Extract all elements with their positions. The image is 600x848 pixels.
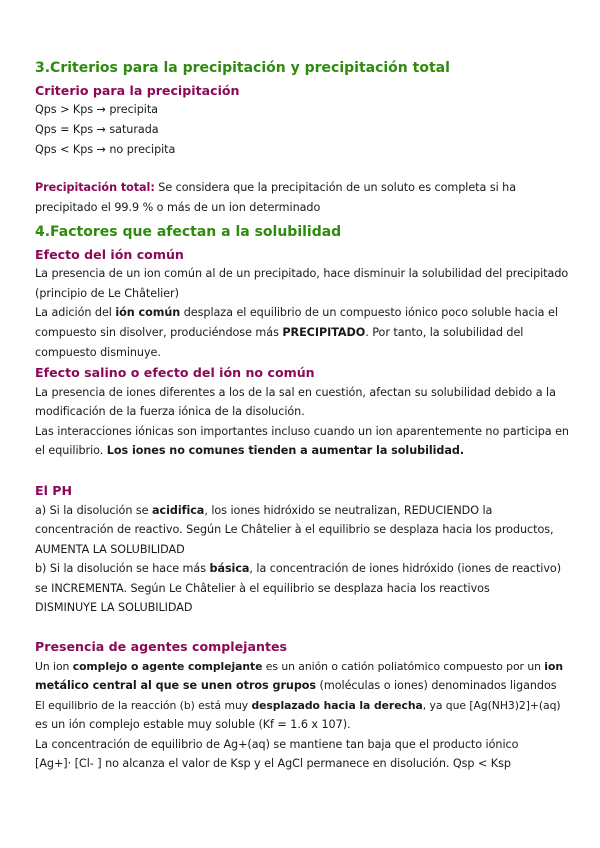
ph-b-line1: b) Si la disolución se hace más básica, la concentración de iones hidróxido (iones de reactivo) <box>35 562 562 575</box>
complejantes-p4: es un ión complejo estable muy soluble (Kf = 1.6 x 107). <box>35 718 351 731</box>
ion-comun-p5: compuesto disminuye. <box>35 346 161 359</box>
ion-comun-p2: (principio de Le Châtelier) <box>35 287 179 300</box>
salino-p1: La presencia de iones diferentes a los de la sal en cuestión, afectan su solubilidad debido a la <box>35 386 556 399</box>
ion-comun-heading: Efecto del ión común <box>35 247 184 262</box>
ion-comun-p4: compuesto sin disolver, produciéndose más PRECIPITADO. Por tanto, la solubilidad del <box>35 326 524 339</box>
complejantes-p1: Un ion complejo o agente complejante es un anión o catión poliatómico compuesto por un ion <box>35 660 563 673</box>
ion-comun-p3: La adición del ión común desplaza el equilibrio de un compuesto iónico poco soluble hacia el <box>35 306 558 319</box>
rule-saturada: Qps = Kps → saturada <box>35 123 159 136</box>
salino-p4: el equilibrio. Los iones no comunes tienden a aumentar la solubilidad. <box>35 444 465 457</box>
complejantes-p6: [Ag+]· [Cl- ] no alcanza el valor de Ksp y el AgCl permanece en disolución. Qsp < Ksp <box>35 757 511 770</box>
rule-precipita: Qps > Kps → precipita <box>35 103 158 116</box>
efecto-salino-heading: Efecto salino o efecto del ión no común <box>35 365 315 380</box>
ph-a-line1: a) Si la disolución se acidifica, los iones hidróxido se neutralizan, REDUCIENDO la <box>35 504 493 517</box>
salino-p2: modificación de la fuerza iónica de la disolución. <box>35 405 305 418</box>
section-3-title: 3.Criterios para la precipitación y precipitación total <box>35 60 450 76</box>
ph-a-line2: concentración de reactivo. Según Le Châtelier à el equilibrio se desplaza hacia los productos, <box>35 523 554 536</box>
complejantes-p2: metálico central al que se unen otros grupos (moléculas o iones) denominados ligandos <box>35 679 557 692</box>
salino-p3: Las interacciones iónicas son importantes incluso cuando un ion aparentemente no participa en <box>35 425 569 438</box>
complejantes-p3: El equilibrio de la reacción (b) está muy desplazado hacia la derecha, ya que [Ag(NH3)2]+(aq) <box>35 699 561 712</box>
section-4-title: 4.Factores que afectan a la solubilidad <box>35 224 342 240</box>
ph-heading: El PH <box>35 483 73 498</box>
complejantes-p5: La concentración de equilibrio de Ag+(aq) se mantiene tan baja que el producto iónico <box>35 738 519 751</box>
precipitacion-total-label: Precipitación total: <box>35 181 155 194</box>
rule-no-precipita: Qps < Kps → no precipita <box>35 143 176 156</box>
ph-a-line3: AUMENTA LA SOLUBILIDAD <box>35 543 185 556</box>
precipitacion-total-line1: Precipitación total: Se considera que la precipitación de un soluto es completa si ha <box>35 181 517 194</box>
complejantes-heading: Presencia de agentes complejantes <box>35 639 288 654</box>
criterio-heading: Criterio para la precipitación <box>35 83 240 98</box>
ph-b-line2: se INCREMENTA. Según Le Châtelier à el equilibrio se desplaza hacia los reactivos <box>35 582 490 595</box>
precipitacion-total-line2: precipitado el 99.9 % o más de un ion determinado <box>35 201 321 214</box>
ion-comun-p1: La presencia de un ion común al de un precipitado, hace disminuir la solubilidad del precipitado <box>35 267 569 280</box>
ph-b-line3: DISMINUYE LA SOLUBILIDAD <box>35 601 193 614</box>
